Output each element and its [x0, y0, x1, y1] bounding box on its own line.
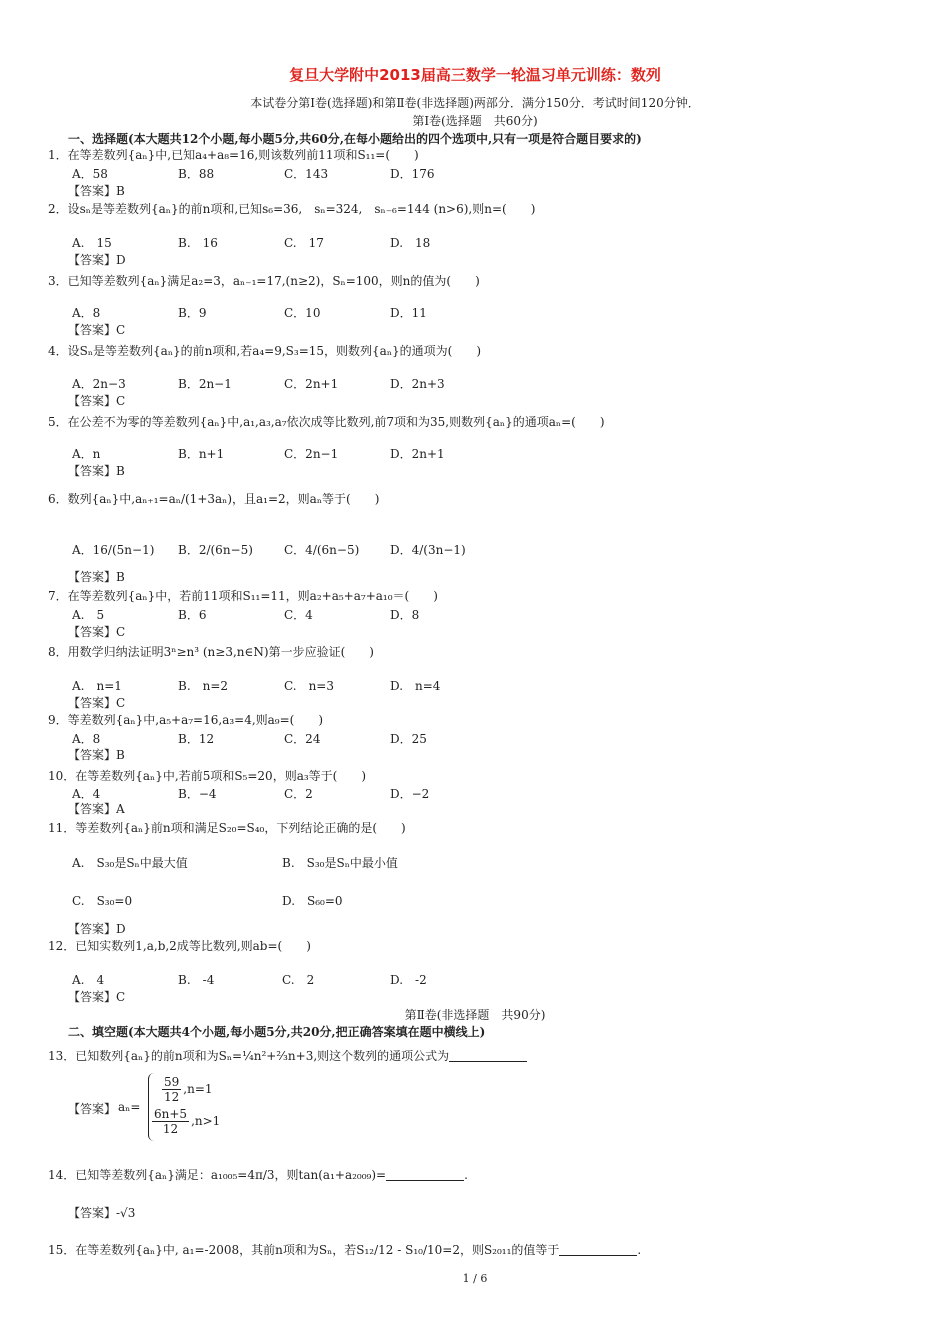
- q13-answer-label: 【答案】: [68, 1102, 117, 1116]
- q3-option-a: A．8: [72, 306, 101, 320]
- q14-text: 14．已知等差数列{aₙ}满足：a₁₀₀₅=4π/3，则tan(a₁+a₂₀₀₉)=: [48, 1168, 387, 1182]
- q6-answer: 【答案】B: [68, 570, 125, 584]
- q1-option-b: B．88: [178, 167, 215, 181]
- q8-option-c: C. n=3: [284, 679, 334, 693]
- q9-option-a: A．8: [72, 732, 101, 746]
- q11-option-b: B. S₃₀是Sₙ中最小值: [282, 856, 398, 870]
- q12-option-a: A. 4: [72, 973, 105, 987]
- q4-option-b: B．2n−1: [178, 377, 232, 391]
- q7-option-c: C．4: [284, 608, 313, 622]
- q8-option-a: A. n=1: [72, 679, 122, 693]
- q2-option-c: C. 17: [284, 236, 324, 250]
- q3-option-c: C．10: [284, 306, 321, 320]
- q6-option-b: B．2/(6n−5): [178, 543, 253, 557]
- q1-option-c: C．143: [284, 167, 329, 181]
- q2-option-a: A. 15: [72, 236, 112, 250]
- q13-case-1: [160, 1075, 213, 1104]
- q1-option-a: A．58: [72, 167, 108, 181]
- q13-case-2: [150, 1107, 220, 1136]
- question-11: 11．等差数列{aₙ}前n项和满足S₂₀=S₄₀，下列结论正确的是( ): [48, 821, 406, 835]
- q9-answer: 【答案】B: [68, 748, 125, 762]
- q1-answer: 【答案】B: [68, 184, 125, 198]
- q13-case-2-condition: ,n>1: [191, 1114, 221, 1128]
- q13-answer-lhs: aₙ=: [118, 1100, 141, 1114]
- exam-intro: 本试卷分第Ⅰ卷(选择题)和第Ⅱ卷(非选择题)两部分．满分150分．考试时间120分钟．: [250, 96, 700, 110]
- q15-text: 15．在等差数列{aₙ}中, a₁=-2008，其前n项和为Sₙ，若S₁₂/12 - S₁₀/10=2，则S₂₀₁₁的值等于: [48, 1243, 560, 1257]
- document-title: 复旦大学附中2013届高三数学一轮温习单元训练：数列: [289, 66, 661, 84]
- question-14: 14．已知等差数列{aₙ}满足：a₁₀₀₅=4π/3，则tan(a₁+a₂₀₀₉)= .: [48, 1168, 468, 1182]
- question-7: 7．在等差数列{aₙ}中，若前11项和S₁₁=11，则a₂+a₅+a₇+a₁₀＝( ): [48, 589, 438, 603]
- q6-option-c: C．4/(6n−5): [284, 543, 360, 557]
- q7-option-a: A. 5: [72, 608, 105, 622]
- q11-option-c: C. S₃₀=0: [72, 894, 133, 908]
- q5-option-b: B．n+1: [178, 447, 225, 461]
- question-4: 4．设Sₙ是等差数列{aₙ}的前n项和,若a₄=9,S₃=15，则数列{aₙ}的通项为( ): [48, 344, 482, 358]
- q9-option-d: D．25: [390, 732, 427, 746]
- q5-answer: 【答案】B: [68, 464, 125, 478]
- q2-option-d: D. 18: [390, 236, 431, 250]
- q5-option-a: A．n: [72, 447, 101, 461]
- q2-option-b: B. 16: [178, 236, 218, 250]
- q8-answer: 【答案】C: [68, 696, 126, 710]
- q3-option-b: B．9: [178, 306, 207, 320]
- q7-option-b: B．6: [178, 608, 207, 622]
- q11-option-a: A. S₃₀是Sₙ中最大值: [72, 856, 188, 870]
- q15-answer-blank: [559, 1243, 637, 1256]
- q13-case-1-denominator: 12: [164, 1090, 180, 1104]
- q7-option-d: D．8: [390, 608, 420, 622]
- question-15: 15．在等差数列{aₙ}中, a₁=-2008，其前n项和为Sₙ，若S₁₂/12 - S₁₀/10=2，则S₂₀₁₁的值等于 .: [48, 1243, 642, 1257]
- q13-case-1-numerator: 59: [164, 1075, 180, 1089]
- q12-option-b: B. -4: [178, 973, 215, 987]
- q13-case-1-fraction: [162, 1075, 181, 1104]
- q10-answer: 【答案】A: [68, 802, 125, 816]
- q13-answer-blank: [449, 1049, 527, 1062]
- question-8: 8．用数学归纳法证明3ⁿ≥n³ (n≥3,n∈N)第一步应验证( ): [48, 645, 374, 659]
- q13-case-1-condition: ,n=1: [183, 1082, 213, 1096]
- q14-answer-blank: [386, 1168, 464, 1181]
- question-10: 10．在等差数列{aₙ}中,若前5项和S₅=20，则a₃等于( ): [48, 769, 367, 783]
- q10-option-b: B．−4: [178, 787, 217, 801]
- q4-option-c: C．2n+1: [284, 377, 339, 391]
- question-3: 3．已知等差数列{aₙ}满足a₂=3，aₙ₋₁=17,(n≥2)，Sₙ=100，则n的值为( ): [48, 274, 480, 288]
- part2-heading: 第Ⅱ卷(非选择题 共90分): [404, 1008, 546, 1022]
- question-5: 5．在公差不为零的等差数列{aₙ}中,a₁,a₃,a₇依次成等比数列,前7项和为35,则数列{aₙ}的通项aₙ=( ): [48, 415, 605, 429]
- question-6: 6．数列{aₙ}中,aₙ₊₁=aₙ/(1+3aₙ)，且a₁=2，则aₙ等于( ): [48, 492, 380, 506]
- q11-answer: 【答案】D: [68, 922, 126, 936]
- section1-heading: 一、选择题(本大题共12个小题,每小题5分,共60分,在每小题给出的四个选项中,只有一项是符合题目要求的): [68, 132, 642, 146]
- q3-option-d: D．11: [390, 306, 427, 320]
- q14-answer: 【答案】-√3: [68, 1206, 136, 1220]
- q5-option-c: C．2n−1: [284, 447, 339, 461]
- q2-answer: 【答案】D: [68, 253, 126, 267]
- q13-case-2-denominator: 12: [162, 1122, 179, 1136]
- q10-option-d: D．−2: [390, 787, 430, 801]
- part1-heading: 第Ⅰ卷(选择题 共60分): [412, 114, 538, 128]
- q11-option-d: D. S₆₀=0: [282, 894, 343, 908]
- q6-option-d: D．4/(3n−1): [390, 543, 466, 557]
- q4-option-d: D．2n+3: [390, 377, 445, 391]
- q4-answer: 【答案】C: [68, 394, 126, 408]
- q3-answer: 【答案】C: [68, 323, 126, 337]
- q9-option-c: C．24: [284, 732, 321, 746]
- q10-option-c: C．2: [284, 787, 313, 801]
- question-1: 1．在等差数列{aₙ}中,已知a₄+a₈=16,则该数列前11项和S₁₁=( ): [48, 148, 419, 162]
- q12-option-d: D. -2: [390, 973, 427, 987]
- q13-case-2-fraction: [152, 1107, 189, 1136]
- q4-option-a: A．2n−3: [72, 377, 126, 391]
- q7-answer: 【答案】C: [68, 625, 126, 639]
- question-9: 9．等差数列{aₙ}中,a₅+a₇=16,a₃=4,则a₉=( ): [48, 713, 324, 727]
- q12-option-c: C. 2: [282, 973, 315, 987]
- q13-text: 13．已知数列{aₙ}的前n项和为Sₙ=¼n²+⅔n+3,则这个数列的通项公式为: [48, 1049, 450, 1063]
- page-number: 1 / 6: [462, 1272, 488, 1285]
- q9-option-b: B．12: [178, 732, 215, 746]
- q12-answer: 【答案】C: [68, 990, 126, 1004]
- q13-case-2-numerator: 6n+5: [154, 1107, 188, 1121]
- q8-option-d: D. n=4: [390, 679, 441, 693]
- q1-option-d: D．176: [390, 167, 435, 181]
- question-13: [48, 1047, 527, 1064]
- question-12: 12．已知实数列1,a,b,2成等比数列,则ab=( ): [48, 939, 311, 953]
- section2-heading: 二、填空题(本大题共4个小题,每小题5分,共20分,把正确答案填在题中横线上): [68, 1025, 486, 1039]
- q10-option-a: A．4: [72, 787, 101, 801]
- q6-option-a: A．16/(5n−1): [72, 543, 155, 557]
- question-2: 2．设sₙ是等差数列{aₙ}的前n项和,已知s₆=36, sₙ=324, sₙ₋₆=144 (n>6),则n=( ): [48, 202, 536, 216]
- q5-option-d: D．2n+1: [390, 447, 445, 461]
- q8-option-b: B. n=2: [178, 679, 229, 693]
